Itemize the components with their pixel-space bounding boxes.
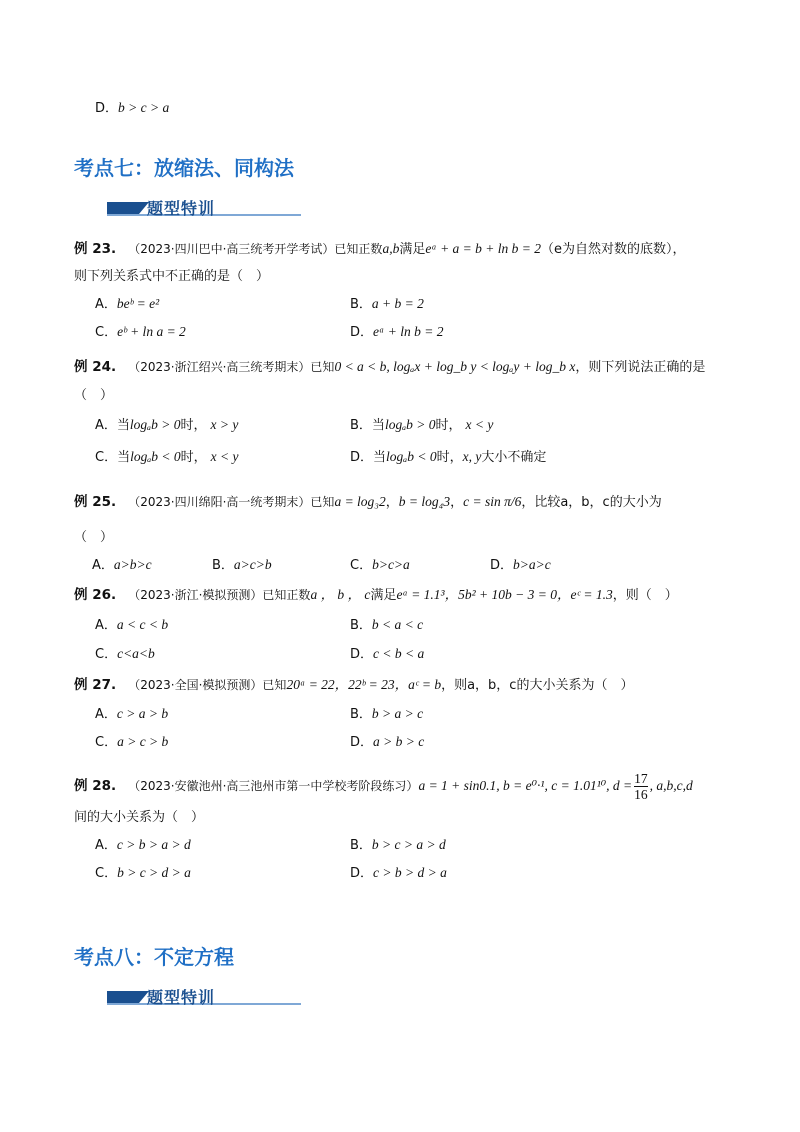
question-source: （2023·安徽池州·高三池州市第一中学校考阶段练习） bbox=[128, 779, 419, 793]
question-28-line2: 间的大小关系为（ ） bbox=[74, 810, 205, 825]
option-letter: D． bbox=[350, 647, 374, 662]
option-text: eᵇ + ln a = 2 bbox=[117, 324, 186, 339]
q23-option-d bbox=[350, 321, 443, 340]
fraction bbox=[634, 771, 648, 802]
option-text: c < b < a bbox=[373, 646, 425, 661]
question-24 bbox=[74, 355, 705, 375]
option-condition: logₐb < 0 bbox=[130, 449, 181, 464]
q28-option-a bbox=[95, 834, 191, 853]
question-23-line2: 则下列关系式中不正确的是（ ） bbox=[74, 269, 270, 284]
stem-text: 满足 bbox=[399, 242, 426, 257]
option-letter: C． bbox=[95, 450, 118, 465]
q26-option-d bbox=[350, 643, 424, 662]
option-letter: C． bbox=[95, 647, 118, 662]
q24-option-c bbox=[95, 446, 239, 465]
banner-label: 题型特训 bbox=[147, 988, 216, 1007]
question-number: 例 28. bbox=[74, 778, 117, 794]
option-pre: 当 bbox=[373, 450, 387, 465]
stem-vars: , a,b,c,d bbox=[649, 778, 693, 793]
option-text: b>c>a bbox=[372, 557, 410, 572]
c-definition: c = sin π/6 bbox=[463, 494, 522, 509]
q25-option-a bbox=[92, 554, 152, 573]
option-letter: D． bbox=[350, 866, 374, 881]
question-27 bbox=[74, 673, 633, 693]
q25-option-c bbox=[350, 554, 410, 573]
option-letter: D． bbox=[350, 450, 374, 465]
question-source: （2023·四川绵阳·高一统考期末）已知 bbox=[128, 495, 335, 509]
option-text: c > b > a > d bbox=[116, 837, 191, 852]
option-letter: C． bbox=[95, 735, 118, 750]
q25-option-b bbox=[212, 554, 272, 573]
question-source: （2023·四川巴中·高三统考开学考试）已知正数 bbox=[128, 242, 383, 256]
option-mid: 时， bbox=[436, 450, 463, 465]
option-letter: D． bbox=[95, 101, 119, 116]
stem-vars: a ， b ， c bbox=[310, 587, 371, 602]
option-pre: 当 bbox=[117, 450, 131, 465]
fraction-denominator: 16 bbox=[634, 787, 648, 802]
stem-tail: ，则下列说法正确的是 bbox=[575, 360, 706, 375]
option-text: x, y bbox=[462, 449, 482, 464]
stem-tail: （e为自然对数的底数）， bbox=[541, 242, 686, 257]
question-number: 例 25. bbox=[74, 494, 117, 510]
option-letter: A． bbox=[95, 418, 117, 433]
q27-option-c bbox=[95, 731, 168, 750]
option-text: x < y bbox=[465, 417, 494, 432]
question-24-line2: （ ） bbox=[74, 388, 114, 403]
q26-option-a bbox=[95, 614, 168, 633]
question-number: 例 24. bbox=[74, 359, 117, 375]
option-text: b>a>c bbox=[513, 557, 551, 572]
option-mid: 时， bbox=[180, 450, 207, 465]
option-text: x > y bbox=[210, 417, 239, 432]
option-condition: logₐb > 0 bbox=[129, 417, 181, 432]
option-letter: D． bbox=[350, 325, 374, 340]
option-tail: 大小不确定 bbox=[481, 450, 547, 465]
q28-option-b bbox=[350, 834, 446, 853]
section-title-7: 考点七：放缩法、同构法 bbox=[74, 156, 294, 180]
stem-math: a,b bbox=[382, 241, 400, 256]
option-condition: logₐb > 0 bbox=[384, 417, 436, 432]
stem-tail: ，则（ ） bbox=[612, 588, 678, 603]
option-text: b > c > a > d bbox=[371, 837, 446, 852]
option-text: c<a<b bbox=[117, 646, 155, 661]
stem-equation: eᵃ + a = b + ln b = 2 bbox=[425, 241, 542, 256]
option-letter: B． bbox=[350, 707, 372, 722]
stem-tail: ，比较a，b，c的大小为 bbox=[521, 495, 662, 510]
q28-option-d bbox=[350, 862, 447, 881]
stem-equation: 20ᵃ = 22，22ᵇ = 23，aᶜ = b bbox=[286, 677, 442, 692]
option-mid: 时， bbox=[180, 418, 207, 433]
option-letter: A． bbox=[95, 618, 117, 633]
option-text: b > c > d > a bbox=[117, 865, 191, 880]
a-definition: a = log₃2 bbox=[334, 494, 386, 509]
q26-option-c bbox=[95, 643, 155, 662]
q27-option-d bbox=[350, 731, 424, 750]
option-text: x < y bbox=[210, 449, 239, 464]
option-text: c > a > b bbox=[116, 706, 169, 721]
q25-option-d bbox=[490, 554, 551, 573]
stem-equation: eᵃ = 1.1³，5b² + 10b − 3 = 0，eᶜ = 1.3 bbox=[396, 587, 613, 602]
option-text: a + b = 2 bbox=[371, 296, 424, 311]
option-text: eᵃ + ln b = 2 bbox=[373, 324, 444, 339]
q23-option-a bbox=[95, 293, 159, 312]
option-letter: D． bbox=[350, 735, 374, 750]
question-number: 例 27. bbox=[74, 677, 117, 693]
q24-option-a bbox=[95, 414, 238, 433]
option-text: b < a < c bbox=[371, 617, 424, 632]
banner-block bbox=[107, 202, 139, 214]
option-letter: D． bbox=[490, 558, 514, 573]
option-letter: C． bbox=[350, 558, 373, 573]
q26-option-b bbox=[350, 614, 423, 633]
option-text: a>c>b bbox=[233, 557, 272, 572]
option-text: b > c > a bbox=[118, 100, 170, 115]
option-text: a>b>c bbox=[113, 557, 152, 572]
option-letter: B． bbox=[212, 558, 234, 573]
q24-option-d bbox=[350, 446, 546, 465]
option-letter: B． bbox=[350, 618, 372, 633]
option-letter: B． bbox=[350, 418, 372, 433]
question-source: （2023·浙江·模拟预测）已知正数 bbox=[128, 588, 311, 602]
question-26 bbox=[74, 583, 678, 603]
question-source: （2023·全国·模拟预测）已知 bbox=[128, 678, 287, 692]
comma: ， bbox=[450, 495, 464, 510]
stem-math: 0 < a < b, logₐx + log_b y < logₐy + log_b x bbox=[334, 359, 576, 374]
q28-option-c bbox=[95, 862, 191, 881]
option-pre: 当 bbox=[116, 418, 130, 433]
option-letter: C． bbox=[95, 325, 118, 340]
question-source: （2023·浙江绍兴·高三统考期末）已知 bbox=[128, 360, 335, 374]
option-text: c > b > d > a bbox=[373, 865, 447, 880]
stem-equation: a = 1 + sin0.1, b = e⁰·¹, c = 1.01¹⁰, d = bbox=[418, 778, 633, 793]
option-letter: B． bbox=[350, 297, 372, 312]
option-letter: A． bbox=[92, 558, 114, 573]
option-condition: logₐb < 0 bbox=[386, 449, 437, 464]
option-letter: A． bbox=[95, 838, 117, 853]
section-banner-7 bbox=[107, 198, 301, 218]
question-number: 例 23. bbox=[74, 241, 117, 257]
stem-text: 满足 bbox=[370, 588, 397, 603]
banner-label: 题型特训 bbox=[147, 199, 216, 218]
q27-option-b bbox=[350, 703, 423, 722]
b-definition: b = log₄3 bbox=[398, 494, 451, 509]
question-23 bbox=[74, 237, 686, 257]
option-text: a < c < b bbox=[116, 617, 169, 632]
q27-option-a bbox=[95, 703, 168, 722]
option-d-prev bbox=[95, 97, 169, 116]
section-title-8: 考点八：不定方程 bbox=[74, 945, 234, 969]
comma: ， bbox=[385, 495, 399, 510]
option-text: a > b > c bbox=[373, 734, 425, 749]
question-28 bbox=[74, 771, 693, 802]
question-number: 例 26. bbox=[74, 587, 117, 603]
option-pre: 当 bbox=[371, 418, 385, 433]
q23-option-b bbox=[350, 293, 424, 312]
option-letter: A． bbox=[95, 297, 117, 312]
question-25-line2: （ ） bbox=[74, 530, 114, 545]
question-25 bbox=[74, 490, 662, 510]
option-mid: 时， bbox=[435, 418, 462, 433]
fraction-numerator: 17 bbox=[634, 771, 648, 786]
banner-block bbox=[107, 991, 139, 1003]
option-text: b > a > c bbox=[371, 706, 424, 721]
option-letter: C． bbox=[95, 866, 118, 881]
option-letter: A． bbox=[95, 707, 117, 722]
option-text: a > c > b bbox=[117, 734, 169, 749]
q24-option-b bbox=[350, 414, 493, 433]
stem-tail: ，则a，b，c的大小关系为（ ） bbox=[441, 678, 634, 693]
q23-option-c bbox=[95, 321, 186, 340]
option-text: beᵇ = e² bbox=[116, 296, 160, 311]
section-banner-8 bbox=[107, 987, 301, 1007]
option-letter: B． bbox=[350, 838, 372, 853]
